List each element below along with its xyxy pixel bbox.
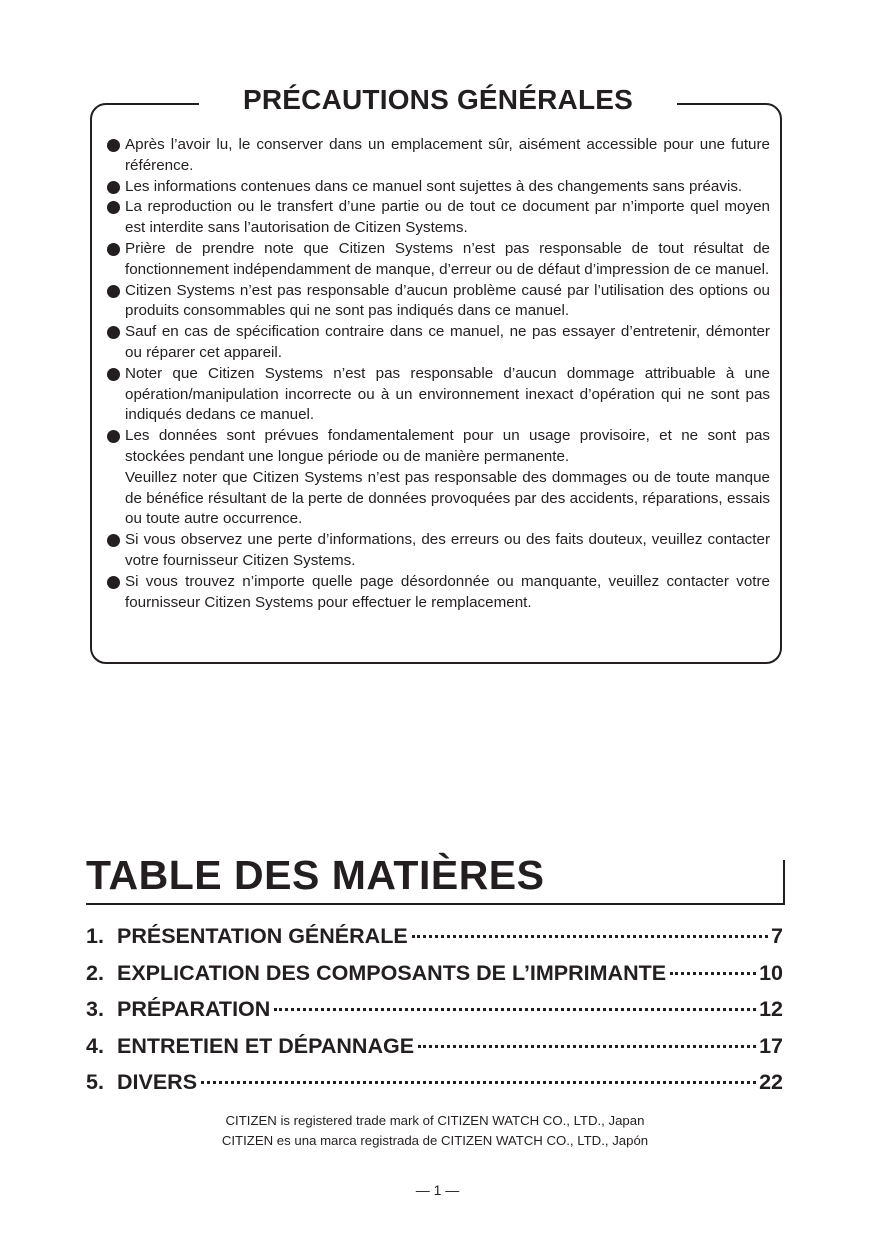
toc-entry-label: PRÉPARATION — [117, 997, 271, 1022]
precaution-item — [106, 281, 770, 323]
precaution-item — [106, 426, 770, 530]
precaution-continuation: Veuillez noter que Citizen Systems n’est pas responsable des dommages ou de toute manque de bénéfice résultant de la perte de données provoquées par des accidents, réparations, essais ou toute autre occurrence. — [125, 468, 770, 528]
toc-list — [86, 920, 783, 1103]
toc-entry-page: 7 — [771, 924, 783, 948]
precaution-item — [106, 322, 770, 364]
toc-side-rule — [783, 860, 785, 905]
toc-dot-leader — [670, 972, 756, 975]
trademark-line-en: CITIZEN is registered trade mark of CITIZEN WATCH CO., LTD., Japan — [225, 1113, 645, 1128]
toc-dot-leader — [412, 935, 768, 938]
toc-entry-number: 1. — [86, 924, 104, 948]
toc-entry-label: PRÉSENTATION GÉNÉRALE — [117, 924, 408, 948]
bullet-icon — [107, 368, 120, 381]
toc-entry-label: DIVERS — [117, 1070, 198, 1095]
bullet-icon — [107, 181, 120, 194]
toc-entry[interactable] — [86, 1066, 783, 1103]
toc-entry-page: 10 — [759, 960, 783, 985]
trademark-notice — [120, 1111, 750, 1151]
bullet-icon — [107, 576, 120, 589]
toc-entry[interactable] — [86, 957, 783, 994]
precautions-title: PRÉCAUTIONS GÉNÉRALES — [199, 82, 677, 118]
toc-dot-leader — [201, 1081, 756, 1084]
precaution-item — [106, 197, 770, 239]
precaution-text: Après l’avoir lu, le conserver dans un emplacement sûr, aisément accessible pour une future référence. — [125, 136, 770, 174]
toc-entry-page: 17 — [759, 1033, 783, 1058]
precaution-item — [106, 572, 770, 614]
precaution-text: Sauf en cas de spécification contraire dans ce manuel, ne pas essayer d’entretenir, démonter ou réparer cet appareil. — [125, 323, 770, 361]
precaution-text: La reproduction ou le transfert d’une partie ou de tout ce document par n’importe quel moyen est interdite sans l’autorisation de Citizen Systems. — [125, 198, 770, 237]
bullet-icon — [107, 243, 120, 256]
toc-underline — [86, 903, 785, 905]
precaution-text: Prière de prendre note que Citizen Systems n’est pas responsable de tout résultat de fonctionnement indépendamment de manque, d’erreur ou de défaut d’impression de ce manuel. — [125, 239, 770, 278]
toc-entry[interactable] — [86, 993, 783, 1030]
toc-title: TABLE DES MATIÈRES — [86, 852, 545, 898]
toc-dot-leader — [418, 1045, 756, 1048]
bullet-icon — [107, 201, 120, 214]
bullet-icon — [107, 534, 120, 547]
precaution-text: Les informations contenues dans ce manuel sont sujettes à des changements sans préavis. — [125, 177, 743, 195]
precaution-text: Citizen Systems n’est pas responsable d’aucun problème causé par l’utilisation des options ou produits consommables qui ne sont pas indiqués dans ce manuel. — [125, 281, 770, 320]
toc-dot-leader — [274, 1008, 756, 1011]
precaution-item — [106, 530, 770, 572]
toc-entry-number: 3. — [86, 997, 104, 1022]
toc-entry[interactable] — [86, 1030, 783, 1067]
page-number: — 1 — — [415, 1182, 460, 1198]
precaution-text: Noter que Citizen Systems n’est pas responsable d’aucun dommage attribuable à une opération/manipulation incorrecte ou à un environnement inexact d’opération qui ne sont pas indiqués dedans ce manuel. — [125, 364, 770, 424]
toc-entry-label: ENTRETIEN ET DÉPANNAGE — [117, 1033, 415, 1058]
precaution-text: Si vous observez une perte d’informations, des erreurs ou des faits douteux, veuillez contacter votre fournisseur Citizen Systems. — [125, 531, 770, 569]
toc-entry-page: 22 — [759, 1070, 783, 1095]
toc-entry-page: 12 — [759, 997, 783, 1022]
toc-entry-number: 2. — [86, 960, 104, 985]
precaution-item — [106, 239, 770, 281]
bullet-icon — [107, 430, 120, 443]
precaution-item — [106, 135, 770, 177]
toc-entry-number: 4. — [86, 1033, 104, 1058]
toc-entry-label: EXPLICATION DES COMPOSANTS DE L’IMPRIMANTE — [117, 960, 667, 985]
precaution-item — [106, 364, 770, 426]
bullet-icon — [107, 139, 120, 152]
bullet-icon — [107, 285, 120, 298]
bullet-icon — [107, 326, 120, 339]
precaution-item — [106, 177, 770, 198]
precaution-text: Les données sont prévues fondamentalement pour un usage provisoire, et ne sont pas stockées pendant une longue période ou de manière permanente. — [125, 427, 770, 465]
precautions-list — [106, 135, 770, 613]
toc-entry[interactable] — [86, 920, 783, 957]
trademark-line-es: CITIZEN es una marca registrada de CITIZEN WATCH CO., LTD., Japón — [221, 1133, 649, 1148]
toc-entry-number: 5. — [86, 1070, 104, 1095]
precaution-text: Si vous trouvez n’importe quelle page désordonnée ou manquante, veuillez contacter votre fournisseur Citizen Systems pour effectuer le remplacement. — [125, 572, 770, 611]
